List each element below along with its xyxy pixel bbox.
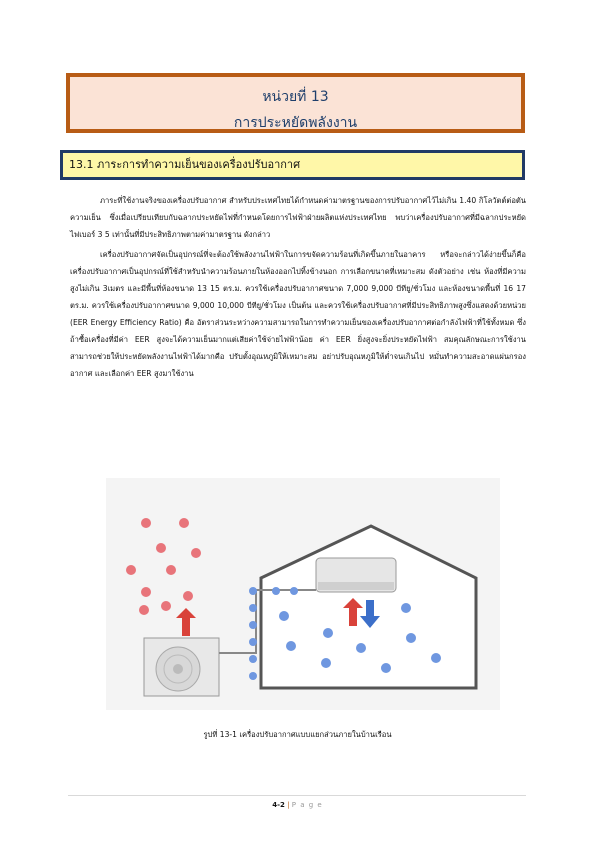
air-conditioner-figure <box>106 478 500 710</box>
page-word: P a g e <box>291 801 323 809</box>
section-heading: 13.1 ภาระการทำความเย็นของเครื่องปรับอากาศ <box>60 150 525 180</box>
footer-divider <box>68 795 526 796</box>
figure-illustration <box>106 478 500 710</box>
figure-caption: รูปที่ 13-1 เครื่องปรับอากาศแบบแยกส่วนภายในบ้านเรือน <box>203 730 392 739</box>
page-number: 4-2 <box>272 801 285 809</box>
chapter-number: หน่วยที่ 13 <box>262 89 329 105</box>
paragraph-2: เครื่องปรับอากาศจัดเป็นอุปกรณ์ที่จะต้องใช้พลังงานไฟฟ้าในการขจัดความร้อนที่เกิดขึ้นภายในอาคาร หรือจะกล่าวได้ง่ายขึ้นก็คือ เครื่องปรับอากาศเป็นอุปกรณ์ที่ใช้สำหรับนำความร้อนภายในห้องออกไปทิ้งข้างนอก การเลือกขนาดที่เหมาะสม ดังตัวอย่าง เช่น ห้องที่มีความสูงไม่เกิน 3เมตร และมีพื้นที่ห้องขนาด 13 15 ตร.ม. ควรใช้เครื่องปรับอากาศขนาด 7,000 9,000 บีทียู/ชั่วโมง และห้องขนาดพื้นที่ 16 17 ตร.ม. ควรใช้เครื่องปรับอากาศขนาด 9,000 10,000 บีทียู/ชั่วโมง เป็นต้น และควรใช้เครื่องปรับอากาศที่มีประสิทธิภาพสูงซึ่งแสดงด้วยหน่วย (EER Energy Efficiency Ratio) คือ อัตราส่วนระหว่างความสามารถในการทำความเย็นของเครื่องปรับอากาศต่อกำลังไฟฟ้าที่ใช้ทั้งหมด ซึ่งถ้าซื้อเครื่องที่มีค่า EER สูงจะได้ความเย็นมากแต่เสียค่าใช้จ่ายไฟฟ้าน้อย ค่า EER ยิ่งสูงจะยิ่งประหยัดไฟฟ้า สมคุณลักษณะการใช้งานสามารถช่วยให้ประหยัดพลังงานไฟฟ้าได้มากคือ ปรับตั้งอุณหภูมิให้เหมาะสม อย่าปรับอุณหภูมิให้ต่ำจนเกินไป หมั่นทำความสะอาดแผ่นกรองอากาศ และเลือกค่า EER สูงมาใช้งาน <box>70 250 526 378</box>
paragraph-1: ภาระที่ใช้งานจริงของเครื่องปรับอากาศ สำหรับประเทศไทยได้กำหนดค่ามาตรฐานของการปรับอากาศไว้ไม่เกิน 1.40 กิโลวัตต์ต่อตันความเย็น ซึ่งเมื่อเปรียบเทียบกับฉลากประหยัดไฟที่กำหนดโดยการไฟฟ้าฝ่ายผลิตแห่งประเทศไทย พบว่าเครื่องปรับอากาศที่มีฉลากประหยัดไฟเบอร์ 3 5 เท่านั้นที่มีประสิทธิภาพตามค่ามาตรฐาน ดังกล่าว <box>70 196 526 239</box>
body-text <box>70 192 526 385</box>
chapter-title: การประหยัดพลังงาน <box>233 115 358 131</box>
chapter-title-box <box>66 73 525 133</box>
footer-separator: | <box>287 801 290 809</box>
page-footer <box>0 801 595 809</box>
